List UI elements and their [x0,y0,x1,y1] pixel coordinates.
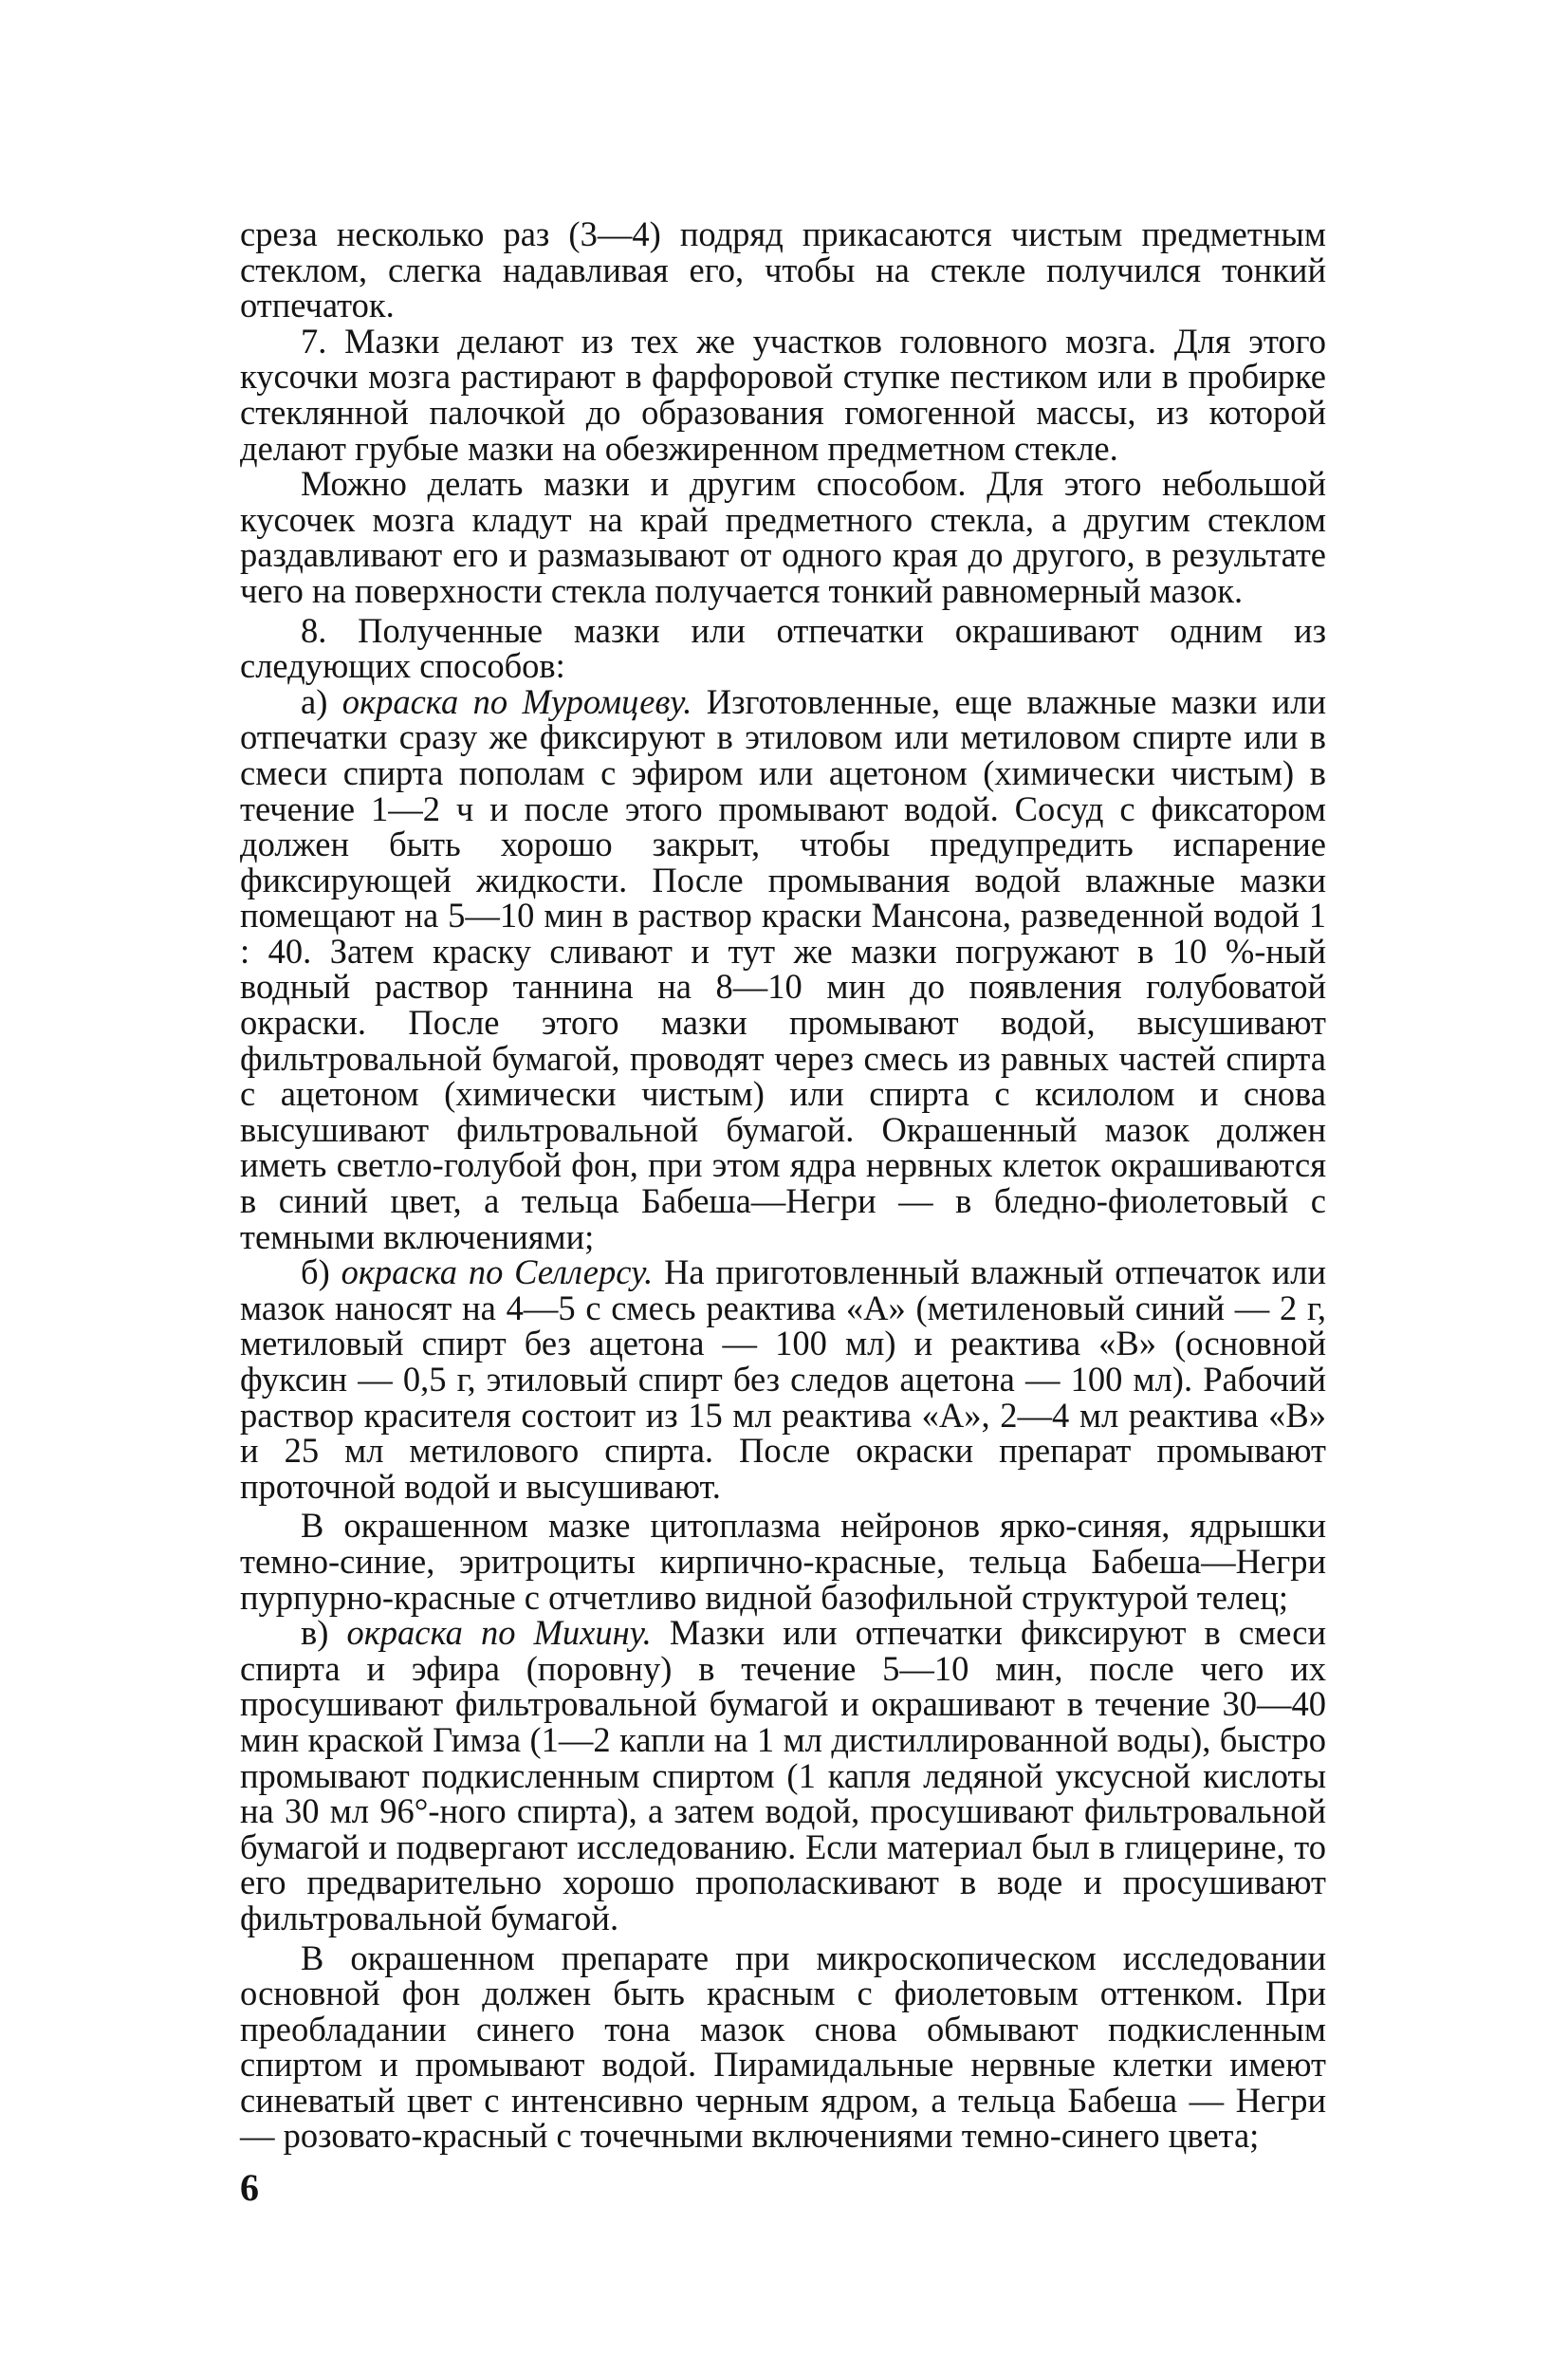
method-title: окраска по Михину. [346,1613,652,1653]
paragraph-text: На приготовленный влажный отпечаток или мазок наносят на 4—5 с смесь реактива «А» (метиленовый синий — 2 г, метиловый спирт без ацетона — 100 мл) и реактива «В» (основной фуксин — 0,5 г, этиловый спирт без следов ацетона — 100 мл). Рабочий раствор красителя состоит из 15 мл реактива «А», 2—4 мл реактива «В» и 25 мл метилового спирта. После окраски препарат промывают проточной водой и высушивают. [240,1252,1326,1506]
list-marker: б) [301,1252,341,1292]
paragraph-text: Можно делать мазки и другим способом. Для этого небольшой кусочек мозга кладут на край предметного стекла, а другим стеклом раздавливают его и размазывают от одного края до другого, в результате чего на поверхности стекла получается тонкий равномерный мазок. [240,464,1326,610]
paragraph-text: 7. Мазки делают из тех же участков головного мозга. Для этого кусочки мозга растирают в фарфоровой ступке пестиком или в пробирке стеклянной палочкой до образования гомогенной массы, из которой делают грубые мазки на обезжиренном предметном стекле. [240,321,1326,468]
paragraph-method-a-muromtsev [240,681,1327,1256]
body-text [240,216,1326,2154]
paragraph-text: В окрашенном препарате при микроскопическом исследовании основной фон должен быть красным с фиолетовым оттенком. При преобладании синего тона мазок снова обмывают подкисленным спиртом и промывают водой. Пирамидальные нервные клетки имеют синеватый цвет с интенсивно черным ядром, а тельца Бабеша — Негри — розовато-красный с точечными включениями темно-синего цвета; [240,1937,1326,2156]
paragraph-step-8 [240,610,1326,686]
page-number: 6 [240,2166,259,2209]
paragraph-text: Изготовленные, еще влажные мазки или отпечатки сразу же фиксируют в этиловом или метиловом спирте или в смеси спирта пополам с эфиром или ацетоном (химически чистым) в течение 1—2 ч и после этого промывают водой. Сосуд с фиксатором должен быть хорошо закрыт, чтобы предупредить испарение фиксирующей жидкости. После промывания водой влажные мазки помещают на 5—10 мин в раствор краски Мансона, разведенной водой 1 : 40. Затем краску сливают и тут же мазки погружают в 10 %-ный водный раствор таннина на 8—10 мин до появления голубоватой окраски. После этого мазки промывают водой, высушивают фильтровальной бумагой, проводят через смесь из равных частей спирта с ацетоном (химически чистым) или спирта с ксилолом и снова высушивают фильтровальной бумагой. Окрашенный мазок должен иметь светло-голубой фон, при этом ядра нервных клеток окрашиваются в синий цвет, а тельца Бабеша—Негри — в бледно-фиолетовый с темными включениями; [240,681,1327,1256]
paragraph-method-v-mikhin [240,1615,1326,1936]
method-title: окраска по Муромцеву. [341,681,692,721]
paragraph-mikhin-result [240,1937,1326,2156]
paragraph-sellers-result [240,1508,1326,1615]
paragraph-text: 8. Полученные мазки или отпечатки окрашивают одним из следующих способов: [240,610,1326,686]
paragraph-smear-print-continuation [240,216,1326,324]
paragraph-alternative-smear [240,466,1326,608]
paragraph-text: Мазки или отпечатки фиксируют в смеси спирта и эфира (поровну) в течение 5—10 мин, после чего их просушивают фильтровальной бумагой и окрашивают в течение 30—40 мин краской Гимза (1—2 капли на 1 мл дистиллированной воды), быстро промывают подкисленным спиртом (1 капля ледяной уксусной кислоты на 30 мл 96°-ного спирта), а затем водой, просушивают фильтровальной бумагой и подвергают исследованию. Если материал был в глицерине, то его предварительно хорошо прополаскивают в воде и просушивают фильтровальной бумагой. [240,1613,1326,1937]
paragraph-step-7 [240,321,1326,468]
paragraph-text: среза несколько раз (3—4) подряд прикасаются чистым предметным стеклом, слегка надавливая его, чтобы на стекле получился тонкий отпечаток. [240,214,1326,325]
list-marker: в) [301,1613,347,1653]
list-marker: а) [301,681,342,721]
method-title: окраска по Селлерсу. [341,1252,654,1292]
paragraph-text: В окрашенном мазке цитоплазма нейронов ярко-синяя, ядрышки темно-синие, эритроциты кирпично-красные, тельца Бабеша—Негри пурпурно-красные с отчетливо видной базофильной структурой телец; [240,1506,1326,1617]
paragraph-method-b-sellers [240,1254,1326,1504]
